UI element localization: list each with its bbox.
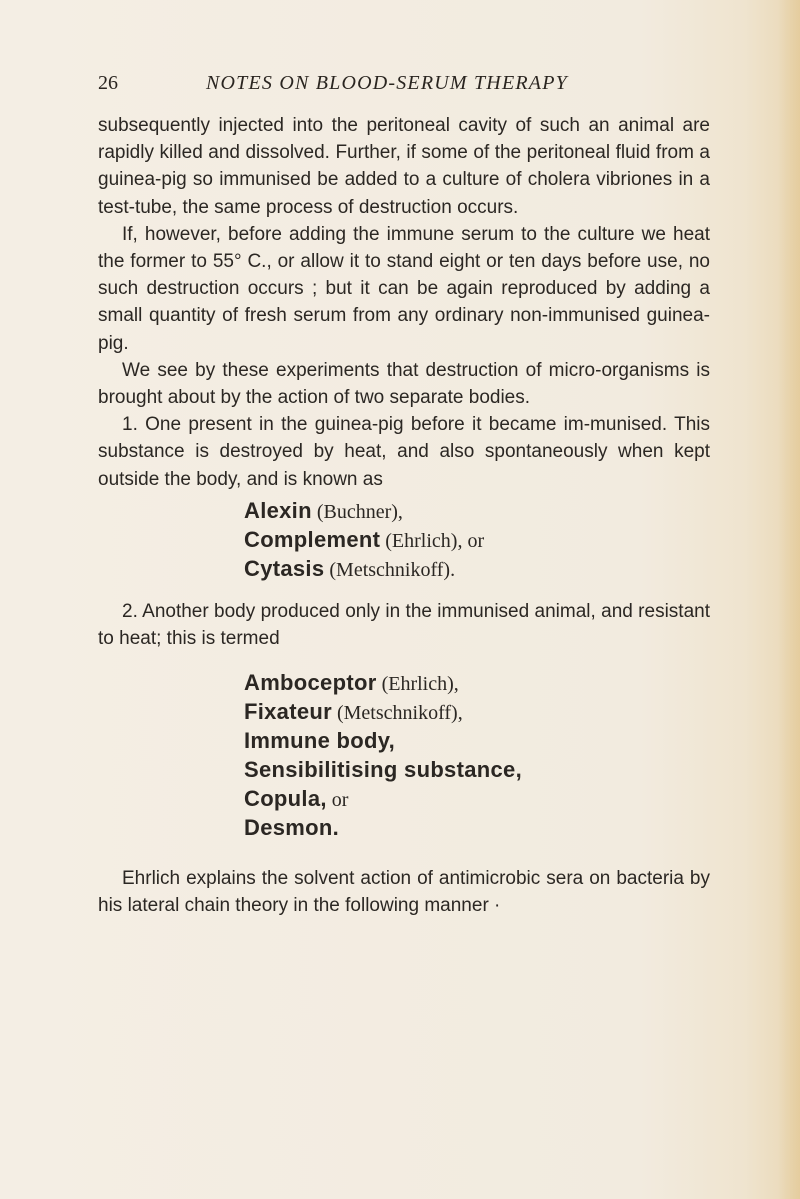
list-item bbox=[244, 497, 710, 526]
amboceptor-names-list bbox=[98, 669, 710, 843]
complement-names-list bbox=[98, 497, 710, 584]
paragraph-6: Ehrlich explains the solvent action of antimicrobic sera on bacteria by his lateral chain theory in the following manner · bbox=[98, 868, 710, 917]
term: Copula, bbox=[244, 786, 327, 812]
term: Sensibilitising substance, bbox=[244, 757, 522, 783]
paragraph-3: We see by these experiments that destruction of micro-organisms is brought about by the action of two separate bodies. bbox=[98, 359, 710, 409]
paragraph-2: If, however, before adding the immune serum to the culture we heat the former to 55° C., or allow it to stand eight or ten days before use, no such destruction occurs ; but it can be again reproduced by adding a small quantity of fresh serum from any ordinary non-immunised guinea-pig. bbox=[98, 223, 710, 354]
attribution: (Ehrlich), bbox=[376, 673, 459, 696]
page-header bbox=[98, 72, 718, 102]
term: Cytasis bbox=[244, 555, 325, 581]
body-text bbox=[98, 112, 710, 920]
list-item bbox=[244, 526, 710, 555]
attribution: (Buchner), bbox=[311, 500, 403, 523]
attribution: (Ehrlich), or bbox=[380, 529, 485, 552]
attribution: (Metschnikoff). bbox=[324, 558, 456, 581]
list-item bbox=[244, 756, 710, 785]
attribution: or bbox=[326, 789, 349, 812]
running-title: NOTES ON BLOOD-SERUM THERAPY bbox=[206, 72, 568, 94]
term: Alexin bbox=[244, 497, 312, 523]
page-number: 26 bbox=[98, 72, 118, 94]
paragraph-5: 2. Another body produced only in the immunised animal, and resistant to heat; this is termed bbox=[98, 600, 710, 650]
term: Fixateur bbox=[244, 699, 332, 725]
paragraph-1: subsequently injected into the peritoneal cavity of such an animal are rapidly killed and dissolved. Further, if some of the peritoneal fluid from a guinea-pig so immunised be added to a culture of cholera vibriones in a test-tube, the same process of destruction occurs. bbox=[98, 115, 710, 218]
list-item bbox=[244, 814, 710, 843]
attribution: (Metschnikoff), bbox=[331, 702, 463, 725]
list-item bbox=[244, 785, 710, 814]
term: Amboceptor bbox=[244, 670, 377, 696]
term: Immune body, bbox=[244, 728, 396, 754]
list-item bbox=[244, 555, 710, 584]
term: Complement bbox=[244, 526, 381, 552]
page-edge-shading bbox=[778, 0, 800, 1199]
paragraph-4: 1. One present in the guinea-pig before it became im-munised. This substance is destroyed by heat, and also spontaneously when kept outside the body, and is known as bbox=[98, 414, 710, 490]
list-item bbox=[244, 698, 710, 727]
term: Desmon. bbox=[244, 815, 340, 841]
list-item bbox=[244, 727, 710, 756]
list-item bbox=[244, 669, 710, 698]
